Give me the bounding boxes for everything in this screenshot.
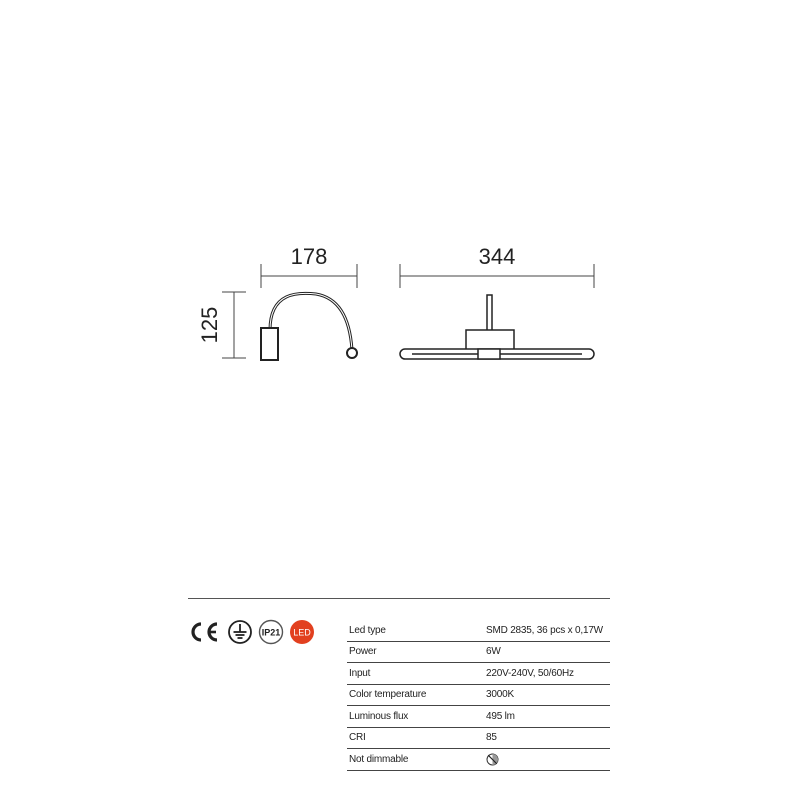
led-badge-icon [289,619,315,645]
spec-value: 85 [486,732,497,744]
spec-row [347,642,610,664]
protective-earth-icon [227,619,253,645]
led-badge-label: LED [293,627,311,638]
specs-table [347,620,610,771]
spec-value: SMD 2835, 36 pcs x 0,17W [486,624,603,636]
height-label: 125 [197,306,222,344]
not-dimmable-icon [486,753,499,766]
spec-label: Power [349,646,377,658]
lamp-side-view [261,293,357,360]
spec-row [347,749,610,771]
ip-rating-icon [258,619,284,645]
lamp-front-view [400,295,594,359]
spec-label: Luminous flux [349,710,409,722]
spec-label: CRI [349,732,366,744]
spec-label: Led type [349,624,386,636]
spec-label: Input [349,667,371,679]
spec-row [347,706,610,728]
spec-label: Not dimmable [349,753,409,765]
spec-value: 6W [486,646,501,658]
spec-row [347,620,610,642]
front-width-label: 344 [478,244,516,269]
specs-divider [188,598,610,599]
spec-row [347,728,610,750]
ip-rating-label: IP21 [261,627,281,638]
side-width-label: 178 [290,244,328,269]
spec-value [486,753,610,766]
spec-value: 220V-240V, 50/60Hz [486,667,574,679]
ce-mark-icon [188,620,222,644]
spec-row [347,663,610,685]
spec-label: Color temperature [349,689,427,701]
spec-value: 495 lm [486,710,515,722]
certification-icons [188,617,315,647]
spec-value: 3000K [486,689,514,701]
spec-row [347,685,610,707]
height-dimension [222,292,246,358]
